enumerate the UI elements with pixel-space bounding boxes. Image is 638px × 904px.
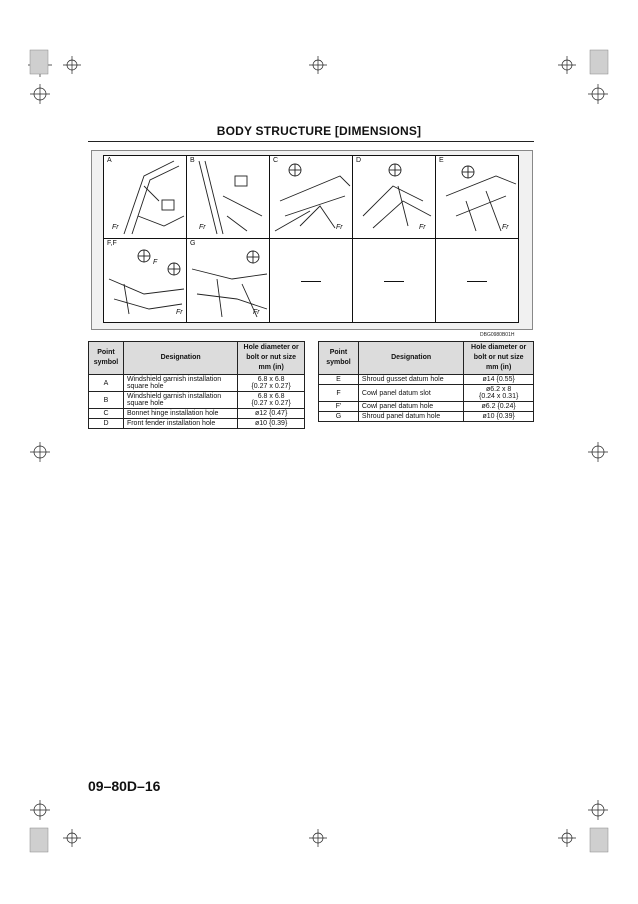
f-label: F — [153, 259, 158, 266]
empty-dash — [301, 281, 321, 282]
table-row: G Shroud panel datum hole ø10 {0.39} — [319, 412, 534, 422]
front-label: Fr — [253, 309, 260, 316]
empty-dash — [467, 281, 487, 282]
panel-empty-1 — [270, 239, 353, 322]
panel-empty-3 — [436, 239, 518, 322]
header-point: Point symbol — [89, 342, 124, 375]
front-label: Fr — [176, 309, 183, 316]
table-row: D Front fender installation hole ø10 {0.39} — [89, 419, 305, 429]
panel-f — [104, 239, 187, 322]
table-row: A Windshield garnish installation square hole 6.8 x 6.8 {0.27 x 0.27} — [89, 375, 305, 392]
figure-grid — [103, 155, 519, 323]
panel-a — [104, 156, 187, 239]
front-label: Fr — [199, 224, 206, 231]
table-row: C Bonnet hinge installation hole ø12 {0.47} — [89, 409, 305, 419]
table-row: F Cowl panel datum slot ø6.2 x 8 {0.24 x 0.31} — [319, 385, 534, 402]
panel-f-drawing — [104, 239, 187, 322]
panel-label: D — [356, 157, 362, 164]
panel-empty-2 — [353, 239, 436, 322]
page-number: 09–80D–16 — [88, 778, 161, 794]
table-header-row — [319, 342, 534, 375]
header-hole: Hole diameter or bolt or nut size mm (in) — [238, 342, 305, 375]
panel-b — [187, 156, 270, 239]
table-row: E Shroud gusset datum hole ø14 {0.55} — [319, 375, 534, 385]
panel-label: F,F — [107, 240, 117, 247]
spec-table-right — [318, 341, 534, 422]
panel-label: B — [190, 157, 195, 164]
panel-d — [353, 156, 436, 239]
table-row: B Windshield garnish installation square hole 6.8 x 6.8 {0.27 x 0.27} — [89, 392, 305, 409]
front-label: Fr — [112, 224, 119, 231]
panel-label: E — [439, 157, 444, 164]
panel-label: A — [107, 157, 112, 164]
panel-label: C — [273, 157, 279, 164]
title-divider — [88, 141, 534, 142]
front-label: Fr — [336, 224, 343, 231]
panel-c — [270, 156, 353, 239]
table-header-row — [89, 342, 305, 375]
empty-dash — [384, 281, 404, 282]
spec-table-left — [88, 341, 305, 429]
table-row: F' Cowl panel datum hole ø6.2 {0.24} — [319, 402, 534, 412]
page-title: BODY STRUCTURE [DIMENSIONS] — [216, 124, 422, 138]
panel-g — [187, 239, 270, 322]
header-designation: Designation — [358, 342, 463, 375]
panel-e — [436, 156, 518, 239]
front-label: Fr — [502, 224, 509, 231]
header-designation: Designation — [123, 342, 237, 375]
front-label: Fr — [419, 224, 426, 231]
figure-code: DBG0980B01H — [480, 332, 515, 338]
header-hole: Hole diameter or bolt or nut size mm (in) — [464, 342, 534, 375]
panel-label: G — [190, 240, 196, 247]
header-point: Point symbol — [319, 342, 359, 375]
